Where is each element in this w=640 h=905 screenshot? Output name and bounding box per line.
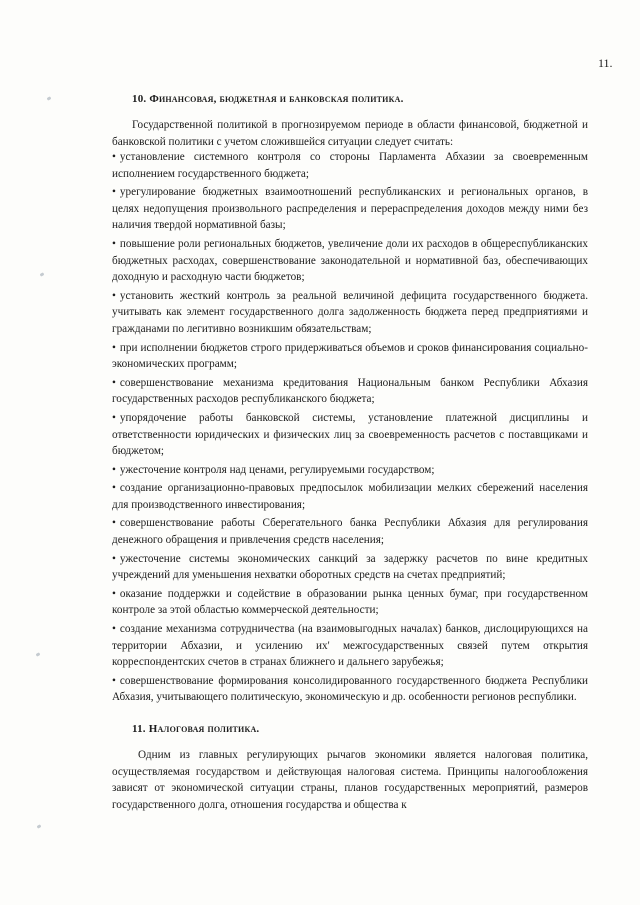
list-item-text: совершенствование формирования консолидированного государственного бюджета Республики Абхазия, учитывающего политическую, экономическую и др. особенности регионов республики. [112, 674, 588, 704]
bullet: • [112, 186, 116, 199]
bullet: • [112, 237, 116, 250]
list-item [112, 236, 588, 286]
bullet: • [112, 376, 116, 389]
list-item [112, 586, 588, 619]
bullet: • [112, 552, 116, 565]
bullet: • [112, 674, 116, 687]
bullet: • [112, 623, 116, 636]
section-11-heading [132, 723, 259, 735]
list-item-text: ужесточение контроля над ценами, регулируемыми государством; [119, 463, 435, 476]
scan-speck [40, 272, 45, 277]
list-item-text: создание механизма сотрудничества (на взаимовыгодных началах) банков, дислоцирующихся на территории Абхазии, и усилению их' межгосударственных связей путем открытия корреспондентских счетов в странах ближнего и дальнего зарубежья; [112, 623, 588, 669]
list-item-text: повышение роли региональных бюджетов, увеличение доли их расходов в общереспубликанских бюджетных расходах, совершенствование законодательной и нормативной баз, обеспечивающих доходную и расходную части бюджетов; [112, 237, 588, 284]
list-item [112, 462, 588, 479]
list-item [112, 551, 588, 584]
section-11-text: Одним из главных регулирующих рычагов экономики является налоговая политика, осуществляемая государством и действующая налоговая система. Принципы налогообложения зависят от экономической ситуации страны, планов государственных мероприятий, размеров государственного долга, отношения государства и общества к [112, 749, 588, 811]
list-item-text: создание организационно-правовых предпосылок мобилизации мелких сбережений населения для производственного инвестирования; [112, 482, 588, 511]
section-10-heading [132, 93, 404, 105]
bullet: • [112, 482, 116, 495]
bullet: • [112, 463, 116, 476]
scan-speck [47, 96, 52, 101]
page-number: 11. [598, 56, 613, 70]
section-11-title: Налоговая политика. [148, 723, 260, 735]
bullet: • [112, 411, 116, 424]
list-item-text: при исполнении бюджетов строго придерживаться объемов и сроков финансирования социально-экономических программ; [112, 341, 588, 371]
section-11-number: 11. [132, 723, 146, 735]
section-10-intro: Государственной политикой в прогнозируемом периоде в области финансовой, бюджетной и банковской политики с учетом сложившейся ситуации следует считать: [112, 119, 588, 148]
scan-speck [37, 824, 42, 829]
list-item-text: упорядочение работы банковской системы, установление платежной дисциплины и ответственности юридических и физических лиц за своевременность расчетов с поставщиками и бюджетом; [112, 411, 588, 458]
list-item [112, 480, 588, 513]
bullet: • [112, 517, 116, 530]
list-item-text: установить жесткий контроль за реальной величиной дефицита государственного бюджета. учитывать как элемент государственного долга задолженность бюджета перед предприятиями и гражданами по легитивно возникшим обязательствам; [112, 289, 588, 335]
scan-speck [36, 652, 41, 657]
list-item [112, 515, 588, 548]
list-item-text: оказание поддержки и содействие в образовании рынка ценных бумаг, при государственном контроле за этой областью коммерческой деятельности; [112, 587, 588, 617]
list-item [112, 340, 588, 373]
list-item [112, 149, 588, 182]
list-item [112, 410, 588, 460]
list-item [112, 375, 588, 408]
bullet: • [112, 587, 116, 600]
bullet: • [112, 341, 116, 354]
bullet: • [112, 289, 116, 302]
list-item-text: урегулирование бюджетных взаимоотношений республиканских и региональных органов, в целях недопущения произвольного распределения и перераспределения доходов между ними без наличия твердой нормативной базы; [112, 186, 588, 232]
list-item [112, 288, 588, 338]
list-item [112, 184, 588, 234]
list-item-text: совершенствование работы Сберегательного банка Республики Абхазия для регулирования денежного обращения и привлечения средств населения; [112, 517, 588, 547]
list-item-text: установление системного контроля со стороны Парламента Абхазии за своевременным исполнением государственного бюджета; [112, 151, 588, 180]
list-item [112, 621, 588, 671]
policy-list [112, 149, 588, 708]
section-10-number: 10. [132, 93, 147, 105]
bullet: • [112, 151, 116, 163]
list-item-text: совершенствование механизма кредитования Национальным банком Республики Абхазия государственных расходов республиканского бюджета; [112, 376, 588, 406]
list-item-text: ужесточение системы экономических санкций за задержку расчетов по вине кредитных учреждений для уменьшения нехватки оборотных средств на счетах предприятий; [112, 552, 588, 582]
list-item [112, 673, 588, 706]
section-10-title: Финансовая, бюджетная и банковская политика. [149, 93, 404, 105]
